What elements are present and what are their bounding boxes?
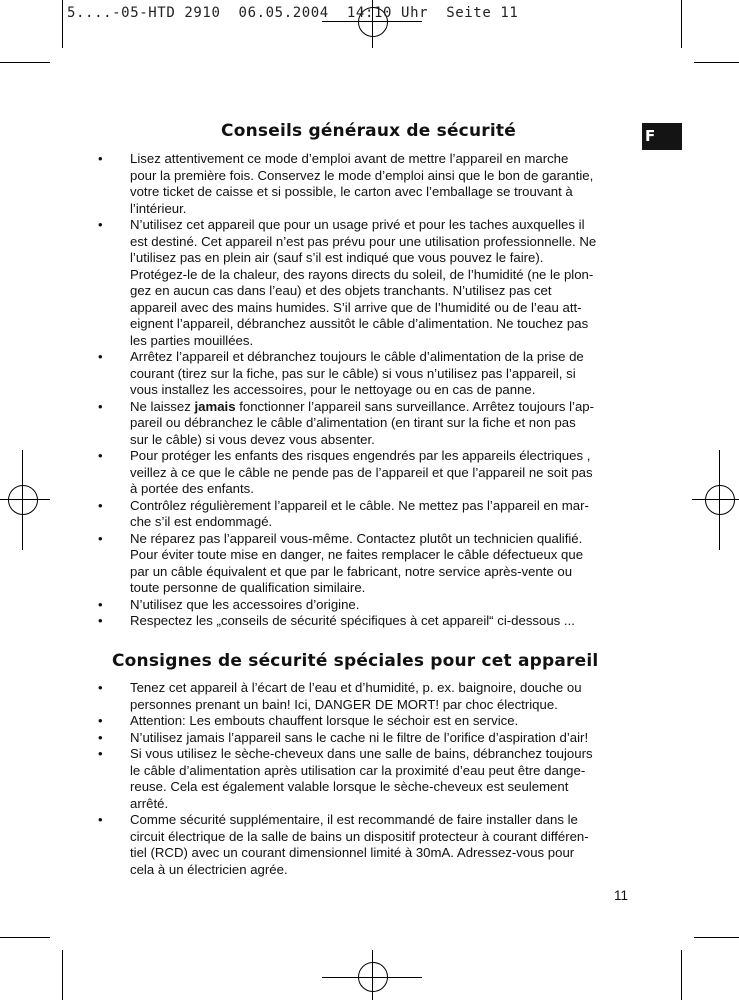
text-line: pour la première fois. Conservez le mode d’emploi ainsi que le bon de garantie, [130, 167, 594, 183]
list-item [91, 812, 636, 878]
text-run: Ne laissez [130, 398, 195, 414]
text-line: gez en aucun cas dans l’eau) et des objets tranchants. N’utilisez pas cet [130, 283, 552, 298]
text-line: circuit électrique de la salle de bains un dispositif protecteur à courant différen- [130, 828, 589, 844]
list-item [91, 399, 636, 449]
text-line: Pour éviter toute mise en danger, ne faites remplacer le câble défectueux que [130, 547, 584, 562]
special-safety-list [91, 680, 636, 878]
general-safety-list [91, 151, 636, 630]
text-line: courant (tirez sur la fiche, pas sur le câble) si vous n’utilisez pas l’appareil, si [130, 365, 576, 381]
text-run: fonctionner l’appareil sans surveillance. Arrêtez toujours l’ap- [235, 398, 595, 414]
text-line: • Ne réparez pas l’appareil vous-même. Contactez plutôt un technicien qualifié. [130, 530, 583, 546]
crop-mark-bottom-left-horizontal [0, 937, 50, 938]
crop-mark-bottom-right-horizontal [694, 937, 739, 938]
list-item [91, 448, 636, 498]
list-item [91, 151, 636, 217]
list-item [91, 713, 636, 730]
text-line: toute personne de qualification similaire. [130, 580, 366, 595]
list-item [91, 597, 636, 614]
list-item [91, 217, 636, 349]
text-line: appareil avec des mains humides. S’il arrive que de l’humidité ou de l’eau att- [130, 299, 582, 315]
list-item [91, 613, 636, 630]
text-line: veillez à ce que le câble ne pende pas de l’appareil et que l’appareil ne soit pas [130, 464, 593, 480]
crop-mark-top-left-horizontal [0, 62, 50, 63]
text-line: arrêté. [130, 795, 169, 811]
print-header: 5....-05-HTD 2910 06.05.2004 14:10 Uhr Seite 11 [67, 5, 519, 21]
text-line: • Arrêtez l’appareil et débranchez toujours le câble d’alimentation de la prise de [130, 349, 584, 364]
text-line: • Lisez attentivement ce mode d’emploi avant de mettre l’appareil en marche [130, 151, 569, 166]
text-line: les parties mouillées. [130, 332, 254, 348]
text-line: le câble d’alimentation après utilisation car la proximité d’eau peut être dange- [130, 762, 586, 778]
section-title-general-safety: Conseils généraux de sécurité [221, 121, 516, 141]
emphasis-jamais: jamais [194, 398, 236, 414]
crop-mark-top-right-vertical [681, 0, 682, 48]
text-line: reuse. Cela est également valable lorsque le sèche-cheveux est seulement [130, 779, 569, 794]
crop-mark-bottom-right-vertical [681, 950, 682, 1000]
text-line: • N’utilisez cet appareil que pour un usage privé et pour les taches auxquelles il [130, 217, 585, 232]
text-line: • N’utilisez jamais l’appareil sans le cache ni le filtre de l’orifice d’aspiration d’air! [130, 729, 589, 745]
text-line: votre ticket de caisse et si possible, le carton avec l’emballage se trouvant à [130, 184, 573, 199]
page-number: 11 [614, 888, 629, 903]
crop-mark-top-left-vertical [62, 0, 63, 48]
list-item [91, 746, 636, 812]
list-item [91, 730, 636, 747]
list-item [91, 680, 636, 713]
text-line: tiel (RCD) avec un courant dimensionnel limité à 30mA. Adressez-vous pour [130, 845, 575, 860]
list-item [91, 349, 636, 399]
text-line [130, 399, 636, 416]
text-line: personnes prenant un bain! Ici, DANGER DE MORT! par choc électrique. [130, 696, 558, 712]
language-tab: F [642, 123, 682, 150]
crop-mark-top-right-horizontal [694, 62, 739, 63]
crop-mark-bottom-left-vertical [62, 950, 63, 1000]
text-line: • Si vous utilisez le sèche-cheveux dans une salle de bains, débranchez toujours [130, 746, 593, 761]
text-line: • Pour protéger les enfants des risques engendrés par les appareils électriques , [130, 448, 591, 463]
text-line: eignent l’appareil, débranchez aussitôt le câble d’alimentation. Ne touchez pas [130, 316, 589, 331]
text-line: • Attention: Les embouts chauffent lorsque le séchoir est en service. [130, 713, 519, 728]
text-line: • Tenez cet appareil à l’écart de l’eau et d’humidité, p. ex. baignoire, douche ou [130, 680, 582, 695]
text-line: Protégez-le de la chaleur, des rayons directs du soleil, de l’humidité (ne le plon- [130, 266, 594, 282]
text-line: à portée des enfants. [130, 481, 254, 496]
text-line: • Contrôlez régulièrement l’appareil et le câble. Ne mettez pas l’appareil en mar- [130, 497, 589, 513]
text-line: • Comme sécurité supplémentaire, il est recommandé de faire installer dans le [130, 812, 578, 827]
list-item [91, 498, 636, 531]
text-line: sur le câble) si vous devez vous absenter. [130, 431, 375, 447]
text-line: che s’il est endommagé. [130, 514, 273, 529]
text-line: l’intérieur. [130, 200, 187, 216]
list-item [91, 531, 636, 597]
text-line: est destiné. Cet appareil n’est pas prévu pour une utilisation professionnelle. Ne [130, 233, 597, 249]
text-line: cela à un électricien agrée. [130, 861, 288, 877]
text-line: par un câble équivalent et que par le fabricant, notre service après-vente ou [130, 563, 573, 579]
text-line: pareil ou débranchez le câble d’alimentation (en tirant sur la fiche et non pas [130, 415, 576, 430]
section-title-special-safety: Consignes de sécurité spéciales pour cet appareil [112, 651, 599, 671]
text-line: vous installez les accessoires, pour le nettoyage ou en cas de panne. [130, 382, 536, 397]
text-line: • Respectez les „conseils de sécurité spécifiques à cet appareil“ ci-dessous ... [130, 613, 575, 628]
text-line: • N’utilisez que les accessoires d’origine. [130, 596, 360, 612]
text-line: l’utilisez pas en plein air (sauf s’il est indiqué que vous pouvez le faire). [130, 250, 544, 265]
